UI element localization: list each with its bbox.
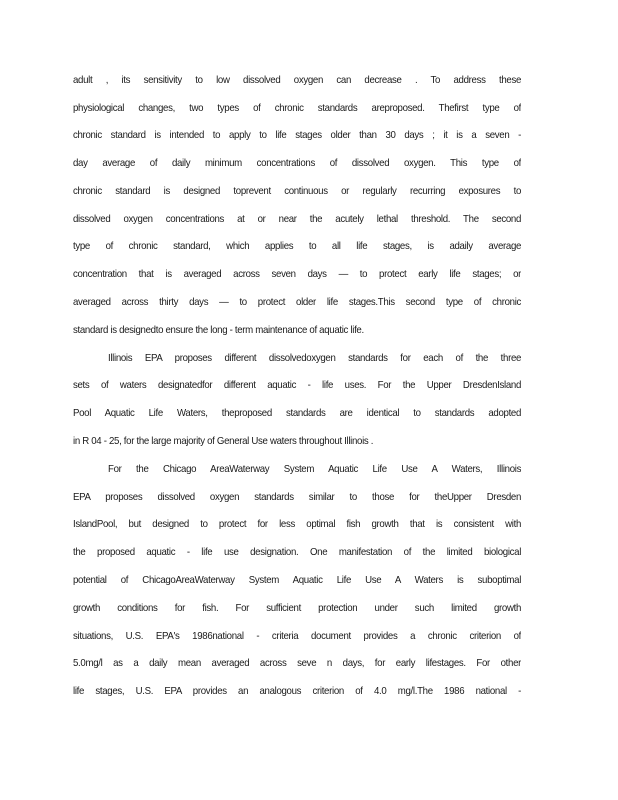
text-line: IslandPool, but designed to protect for less optimal fish growth that is consistent with [73,518,522,530]
text-line: physiological changes, two types of chronic standards areproposed. Thefirst type of [73,102,522,114]
text-line: 5.0mg/l as a daily mean averaged across seve n days, for early lifestages. For other [73,657,522,669]
text-line: growth conditions for fish. For sufficient protection under such limited growth [73,602,522,614]
text-line: Pool Aquatic Life Waters, theproposed standards are identical to standards adopted [73,407,522,419]
text-line: life stages, U.S. EPA provides an analogous criterion of 4.0 mg/l.The 1986 national - [73,685,522,697]
text-line: For the Chicago AreaWaterway System Aquatic Life Use A Waters, Illinois [108,463,522,475]
text-line: the proposed aquatic - life use designation. One manifestation of the limited biological [73,546,522,558]
text-line: averaged across thirty days — to protect older life stages.This second type of chronic [73,296,522,308]
text-line: sets of waters designatedfor different aquatic - life uses. For the Upper DresdenIsland [73,379,522,391]
text-line: chronic standard is designed toprevent continuous or regularly recurring exposures to [73,185,522,197]
text-line: Illinois EPA proposes different dissolvedoxygen standards for each of the three [108,352,522,364]
text-line: situations, U.S. EPA's 1986national - criteria document provides a chronic criterion of [73,630,522,642]
text-line: EPA proposes dissolved oxygen standards similar to those for theUpper Dresden [73,491,522,503]
text-line: in R 04 - 25, for the large majority of General Use waters throughout Illinois . [73,435,374,447]
text-line: chronic standard is intended to apply to life stages older than 30 days ; it is a seven - [73,129,522,141]
text-line: day average of daily minimum concentrations of dissolved oxygen. This type of [73,157,522,169]
text-line: type of chronic standard, which applies to all life stages, is adaily average [73,240,522,252]
text-line: standard is designedto ensure the long - term maintenance of aquatic life. [73,324,364,336]
text-line: potential of ChicagoAreaWaterway System Aquatic Life Use A Waters is suboptimal [73,574,522,586]
text-line: concentration that is averaged across seven days — to protect early life stages; or [73,268,522,280]
text-line: dissolved oxygen concentrations at or near the acutely lethal threshold. The second [73,213,522,225]
text-line: adult , its sensitivity to low dissolved oxygen can decrease . To address these [73,74,522,86]
